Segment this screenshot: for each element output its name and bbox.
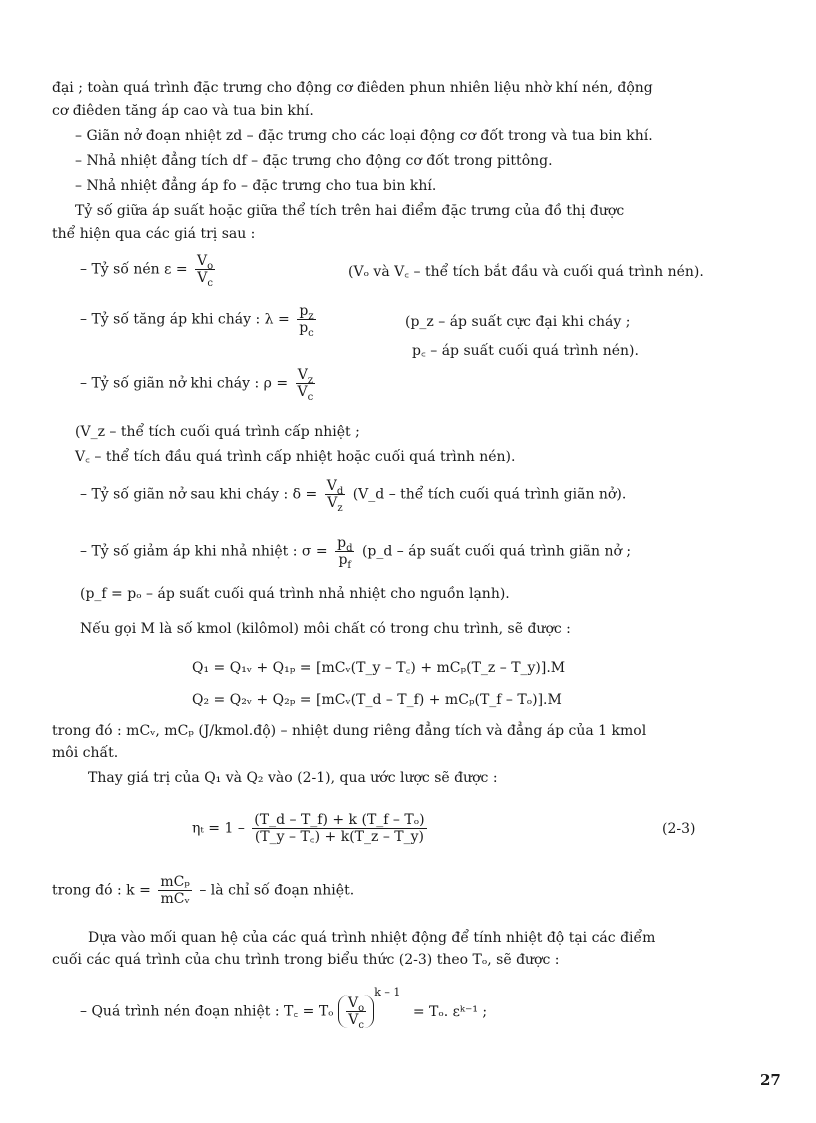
formula-label: trong đó : k = [52,882,151,899]
equation-number: (2-3) [662,821,696,837]
post-expansion-ratio-formula [80,478,805,514]
text-line: Nếu gọi M là số kmol (kilômol) môi chất có trong chu trình, sẽ được : [80,621,571,637]
text-line: trong đó : mCᵥ, mCₚ (J/kmol.độ) – nhiệt dung riêng đẳng tích và đẳng áp của 1 kmol [52,723,647,739]
expansion-ratio-formula [80,367,805,403]
heat-q2-equation: Q₂ = Q₂ᵥ + Q₂ₚ = [mCᵥ(T_d – T_f) + mCₚ(T_f – Tₒ)].M [192,692,562,708]
text-line: Thay giá trị của Q₁ và Q₂ vào (2-1), qua ước lược sẽ được : [88,770,498,786]
adiabatic-compression-formula [80,985,805,1031]
exponent: k – 1 [374,985,401,999]
formula-note: (p_d – áp suất cuối quá trình giãn nở ; [361,543,632,560]
formula-note: (Vₒ và V꜀ – thể tích bắt đầu và cuối quá trình nén). [348,264,704,280]
text-line: (V_z – thể tích cuối quá trình cấp nhiệt ; [75,424,360,440]
text-line: cơ điêden tăng áp cao và tua bin khí. [52,103,314,119]
fraction: $\frac{V_d}{V_z}$ [326,478,344,514]
formula-note: (p_z – áp suất cực đại khi cháy ; [405,314,631,330]
fraction: $\frac{\text{(T\_d – T\_f) + k (T\_f – Tₒ)}}{(T\_y - T꜀) + k(T\_z - T\_y)}$ [254,812,425,845]
formula-label: – Tỷ số nén ε = [80,261,188,278]
formula-note: – là chỉ số đoạn nhiệt. [199,882,355,899]
formula-label: – Tỷ số giãn nở sau khi cháy : δ = [80,486,318,503]
fraction: $\frac{V_o}{V_c}$ [197,253,214,289]
adiabatic-index-formula [52,874,777,907]
formula-label: – Tỷ số tăng áp khi cháy : λ = [80,311,290,328]
formula-label: – Quá trình nén đoạn nhiệt : T꜀ = Tₒ [80,1003,334,1020]
text-line: Dựa vào mối quan hệ của các quá trình nhiệt động để tính nhiệt độ tại các điểm [88,930,656,946]
fraction: $\frac{p_d}{p_f}$ [337,535,353,571]
pressure-drop-ratio-formula [80,535,805,571]
text-line: Tỷ số giữa áp suất hoặc giữa thể tích trên hai điểm đặc trưng của đồ thị được [75,203,625,219]
text-line: cuối các quá trình của chu trình trong biểu thức (2-3) theo Tₒ, sẽ được : [52,952,560,968]
efficiency-equation [192,812,816,845]
page-number: 27 [760,1071,781,1089]
text-line: đại ; toàn quá trình đặc trưng cho động cơ điêden phun nhiên liệu nhờ khí nén, động [52,80,653,96]
list-item: – Giãn nở đoạn nhiệt zd – đặc trưng cho các loại động cơ đốt trong và tua bin khí. [75,128,653,144]
formula-label: – Tỷ số giãn nở khi cháy : ρ = [80,375,289,392]
text-line: V꜀ – thể tích đầu quá trình cấp nhiệt hoặc cuối quá trình nén). [75,449,516,465]
formula-result: = Tₒ. εᵏ⁻¹ ; [412,1003,488,1020]
text-line: môi chất. [52,745,119,761]
text-line: (p_f = pₒ – áp suất cuối quá trình nhả nhiệt cho nguồn lạnh). [80,586,510,602]
heat-q1-equation: Q₁ = Q₁ᵥ + Q₁ₚ = [mCᵥ(T_y – T꜀) + mCₚ(T_z – T_y)].M [192,660,566,676]
list-item: – Nhả nhiệt đẳng áp fo – đặc trưng cho tua bin khí. [75,178,437,194]
fraction: $\frac{p_z}{p_c}$ [299,303,314,339]
formula-note: (V_d – thể tích cuối quá trình giãn nở). [352,486,627,503]
formula-label: – Tỷ số giảm áp khi nhả nhiệt : σ = [80,543,328,560]
bracketed-fraction: $\frac{V_o}{V_c}$ [338,995,374,1028]
fraction: $\frac{\text{mCₚ}}{\text{mCᵥ}}$ [160,874,190,907]
fraction: $\frac{V_z}{V_c}$ [297,367,314,403]
list-item: – Nhả nhiệt đẳng tích df – đặc trưng cho động cơ đốt trong pittông. [75,153,553,169]
text-line: thể hiện qua các giá trị sau : [52,226,256,242]
formula-label: ηₜ = 1 – [192,820,245,837]
formula-note: p꜀ – áp suất cuối quá trình nén). [412,343,639,359]
